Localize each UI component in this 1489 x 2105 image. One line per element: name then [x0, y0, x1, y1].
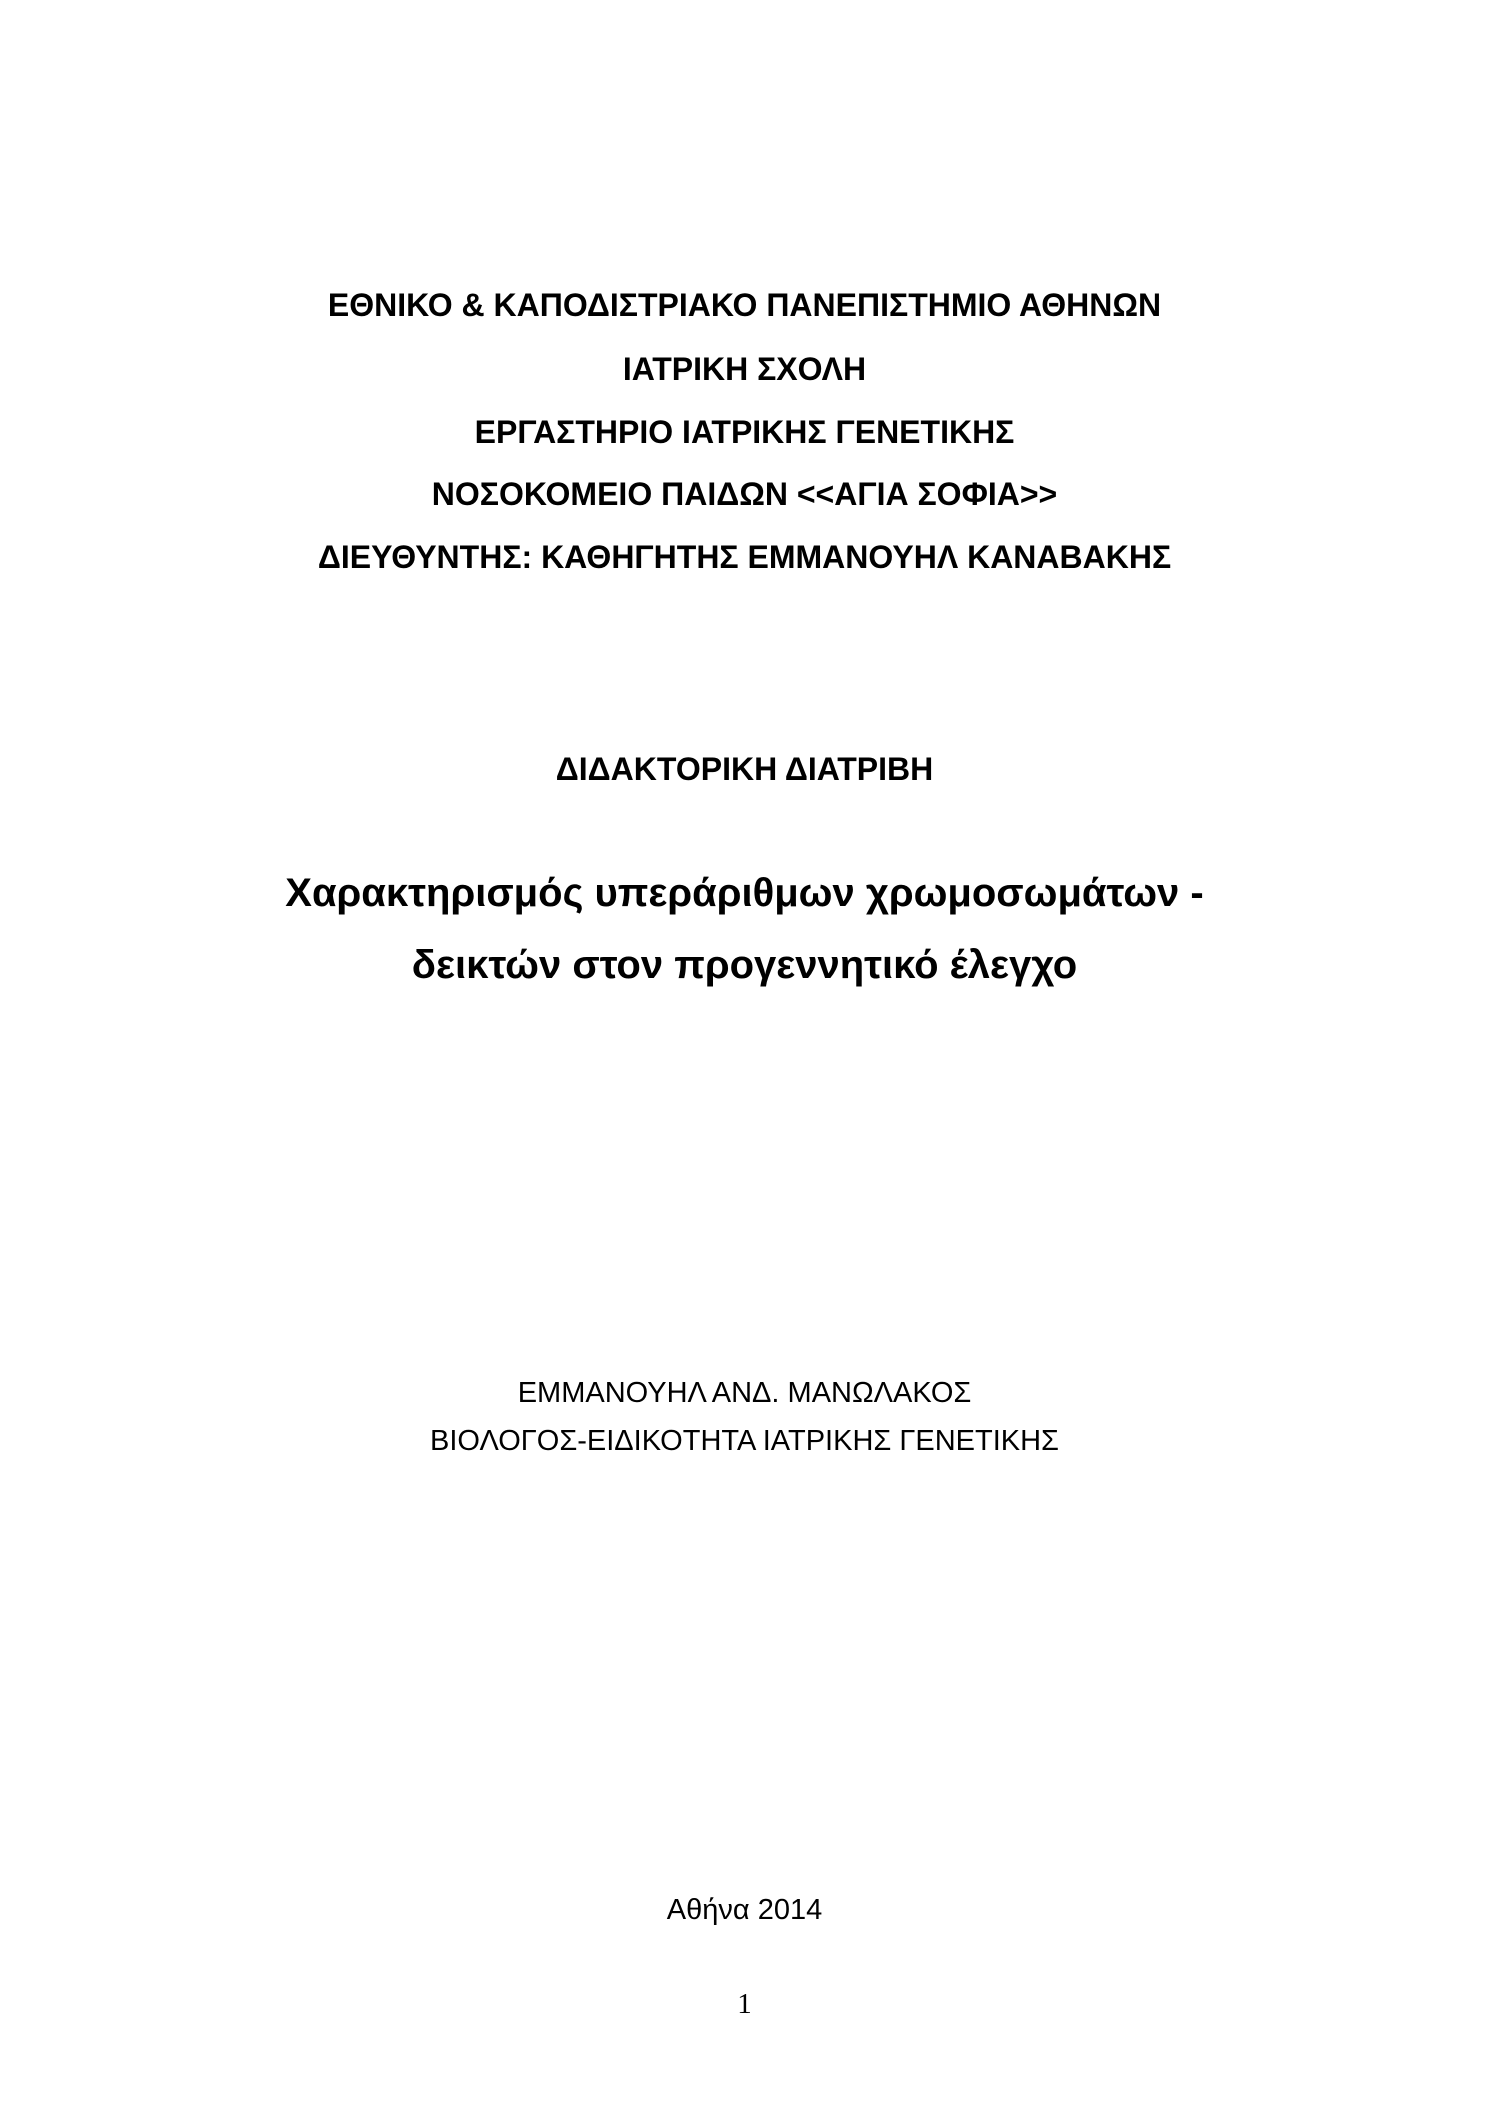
institution-director: ΔΙΕΥΘΥΝΤΗΣ: ΚΑΘΗΓΗΤΗΣ ΕΜΜΑΝΟΥΗΛ ΚΑΝΑΒΑΚΗΣ	[317, 539, 1172, 575]
thesis-title-line-2: δεικτών στον προγεννητικό έλεγχο	[411, 943, 1078, 987]
author-role: ΒΙΟΛΟΓΟΣ-ΕΙΔΙΚΟΤΗΤΑ ΙΑΤΡΙΚΗΣ ΓΕΝΕΤΙΚΗΣ	[430, 1425, 1059, 1457]
author-name: ΕΜΜΑΝΟΥΗΛ ΑΝΔ. ΜΑΝΩΛΑΚΟΣ	[517, 1377, 972, 1409]
institution-university: ΕΘΝΙΚΟ & ΚΑΠΟΔΙΣΤΡΙΑΚΟ ΠΑΝΕΠΙΣΤΗΜΙΟ ΑΘΗΝΩΝ	[327, 287, 1162, 323]
institution-hospital: ΝΟΣΟΚΟΜΕΙΟ ΠΑΙΔΩΝ <<ΑΓΙΑ ΣΟΦΙΑ>>	[431, 476, 1058, 512]
place-date: Αθήνα 2014	[666, 1894, 823, 1926]
institution-laboratory: ΕΡΓΑΣΤΗΡΙΟ ΙΑΤΡΙΚΗΣ ΓΕΝΕΤΙΚΗΣ	[474, 414, 1015, 450]
page-number: 1	[737, 1988, 752, 2020]
institution-school: ΙΑΤΡΙΚΗ ΣΧΟΛΗ	[622, 351, 867, 387]
document-type: ΔΙΔΑΚΤΟΡΙΚΗ ΔΙΑΤΡΙΒΗ	[555, 751, 934, 787]
thesis-title-line-1: Χαρακτηρισμός υπεράριθμων χρωμοσωμάτων -	[285, 871, 1204, 915]
